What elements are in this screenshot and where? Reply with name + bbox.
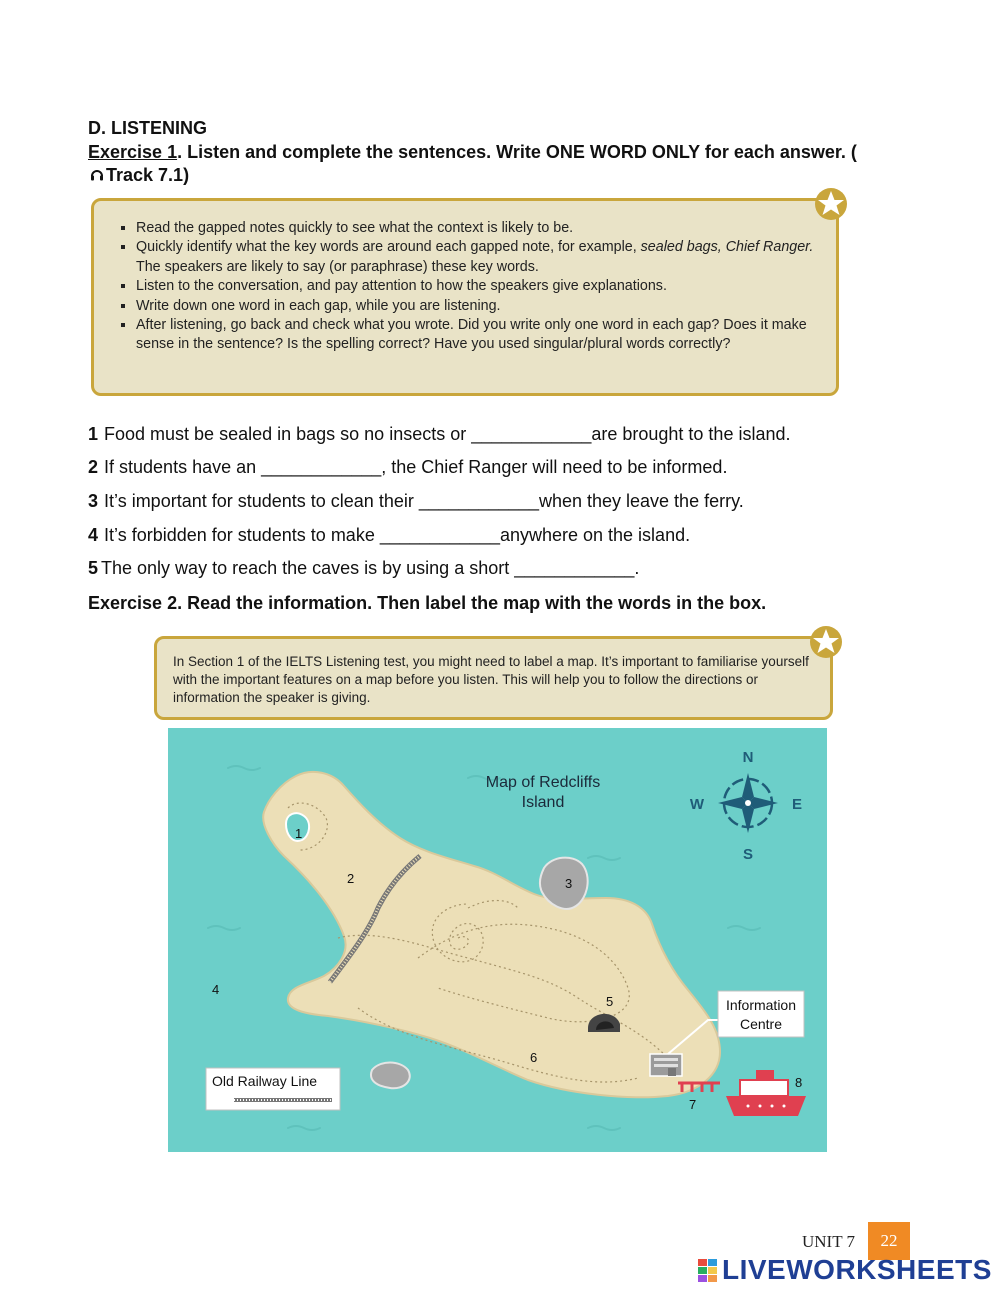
tip-box-1 bbox=[91, 198, 839, 396]
map-label-1: 1 bbox=[295, 826, 303, 841]
information-centre-label bbox=[718, 991, 804, 1037]
exercise1-instruction bbox=[88, 141, 868, 187]
map-label-3: 3 bbox=[565, 876, 573, 891]
exercise2-instruction: Exercise 2. Read the information. Then label the map with the words in the box. bbox=[88, 593, 767, 613]
liveworksheets-brand[interactable]: LIVEWORKSHEETS bbox=[722, 1254, 992, 1285]
sentence-5: 5 The only way to reach the caves is by using a short ____________. bbox=[88, 558, 640, 578]
star-badge-icon bbox=[813, 186, 849, 222]
map-label-6: 6 bbox=[530, 1050, 538, 1065]
track-label: Track 7.1) bbox=[106, 165, 190, 185]
information-centre-building-icon bbox=[650, 1054, 682, 1076]
star-badge-icon bbox=[808, 624, 844, 660]
compass-w: W bbox=[689, 796, 705, 813]
exercise1-text: . Listen and complete the sentences. Write ONE WORD ONLY for each answer. ( bbox=[177, 142, 857, 162]
tip-bullet: ▪ After listening, go back and check what you wrote. Did you write only one word in each gap? Does it make sense in the sentence? Is the spelling correct? Have you used singular/plural words correctly? bbox=[136, 316, 816, 355]
sentence-4: 4 It’s forbidden for students to make ____________anywhere on the island. bbox=[88, 525, 691, 545]
rock-island-small bbox=[371, 1063, 410, 1089]
svg-text:Centre: Centre bbox=[739, 1016, 783, 1032]
svg-text:Information: Information bbox=[725, 997, 797, 1013]
sentence-3: 3 It’s important for students to clean their ____________when they leave the ferry. bbox=[88, 491, 744, 511]
exercise1-label: Exercise 1 bbox=[88, 142, 178, 162]
map-label-2: 2 bbox=[347, 871, 355, 886]
compass-s: S bbox=[742, 846, 754, 863]
legend-label: Old Railway Line bbox=[212, 1073, 318, 1089]
svg-text:Island: Island bbox=[521, 794, 565, 811]
compass-e: E bbox=[791, 796, 803, 813]
liveworksheets-logo-icon bbox=[698, 1259, 718, 1283]
sentence-1: 1 Food must be sealed in bags so no insects or ____________are brought to the island. bbox=[88, 424, 791, 444]
page-number: 22 bbox=[868, 1222, 910, 1260]
tip-bullet: ▪ Write down one word in each gap, while you are listening. bbox=[136, 297, 816, 316]
map-label-8: 8 bbox=[795, 1075, 803, 1090]
tip-box-2: In Section 1 of the IELTS Listening test, you might need to label a map. It’s important to familiarise yourself with the important features on a map before you listen. This will help you to follow the directions or information the speaker is giving. bbox=[154, 636, 833, 720]
map-legend bbox=[206, 1068, 340, 1110]
tip-bullet: ▪ Read the gapped notes quickly to see what the context is likely to be. bbox=[136, 219, 816, 238]
island-map bbox=[168, 728, 827, 1152]
map-label-4: 4 bbox=[212, 982, 220, 997]
map-label-7: 7 bbox=[689, 1097, 697, 1112]
svg-text:Map of Redcliffs: Map of Redcliffs bbox=[485, 774, 601, 791]
tip-bullet: ▪ Listen to the conversation, and pay attention to how the speakers give explanations. bbox=[136, 277, 816, 296]
headphones-icon bbox=[90, 168, 104, 182]
tip-bullet: ▪ Quickly identify what the key words are around each gapped note, for example, sealed bags, Chief Ranger. The speakers are likely to say (or paraphrase) these key words. bbox=[136, 238, 816, 277]
map-label-5: 5 bbox=[606, 994, 614, 1009]
unit-label: UNIT 7 bbox=[802, 1232, 856, 1251]
sentence-2: 2 If students have an ____________, the Chief Ranger will need to be informed. bbox=[88, 457, 728, 477]
tip-list bbox=[116, 219, 816, 355]
section-heading: D. LISTENING bbox=[88, 118, 208, 138]
compass-n: N bbox=[742, 749, 754, 766]
